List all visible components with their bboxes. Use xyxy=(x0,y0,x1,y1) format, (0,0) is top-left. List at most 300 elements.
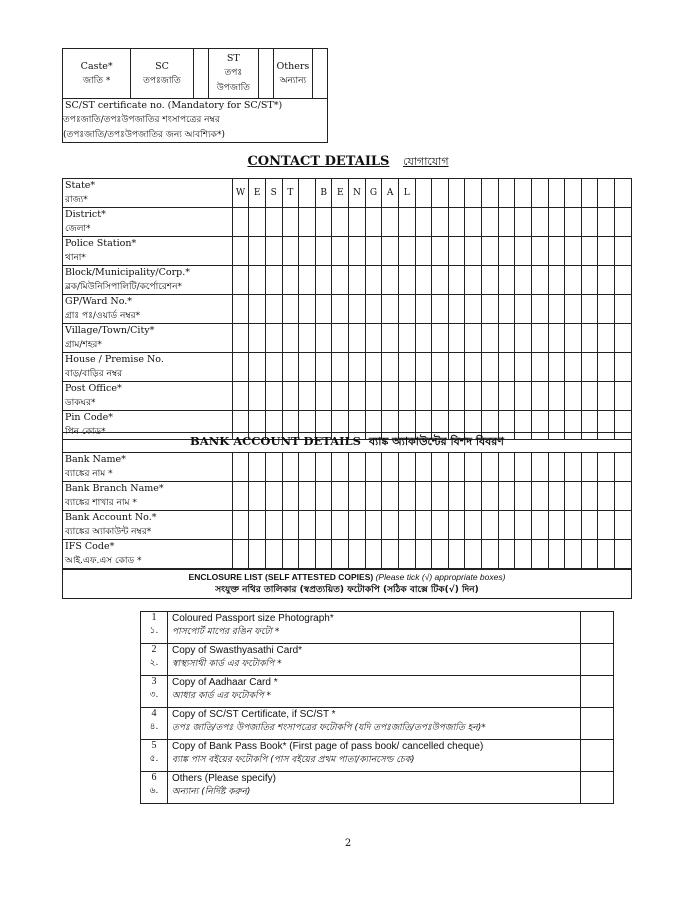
input-box[interactable] xyxy=(565,208,582,237)
input-box[interactable] xyxy=(349,540,366,569)
input-box[interactable] xyxy=(498,295,515,324)
input-box[interactable] xyxy=(598,482,615,511)
input-box[interactable] xyxy=(415,237,432,266)
input-box[interactable] xyxy=(432,208,449,237)
input-box[interactable] xyxy=(349,482,366,511)
input-box[interactable] xyxy=(398,324,415,353)
input-box[interactable] xyxy=(282,295,299,324)
input-box[interactable] xyxy=(299,482,316,511)
input-box[interactable] xyxy=(332,353,349,382)
input-box[interactable] xyxy=(232,353,249,382)
input-box[interactable] xyxy=(365,540,382,569)
input-box[interactable] xyxy=(315,511,332,540)
input-box[interactable] xyxy=(548,540,565,569)
input-box[interactable] xyxy=(232,482,249,511)
input-box[interactable] xyxy=(382,208,399,237)
input-box[interactable] xyxy=(598,540,615,569)
input-box[interactable] xyxy=(315,540,332,569)
input-box[interactable] xyxy=(448,266,465,295)
state-letter-box[interactable]: T xyxy=(282,179,299,208)
input-box[interactable] xyxy=(531,237,548,266)
input-box[interactable] xyxy=(548,353,565,382)
input-box[interactable] xyxy=(398,208,415,237)
input-box[interactable] xyxy=(531,540,548,569)
others-tick-box[interactable] xyxy=(312,49,327,99)
input-box[interactable] xyxy=(581,453,598,482)
input-box[interactable] xyxy=(482,382,499,411)
input-box[interactable] xyxy=(548,511,565,540)
input-box[interactable] xyxy=(332,382,349,411)
input-box[interactable] xyxy=(548,208,565,237)
input-box[interactable] xyxy=(299,540,316,569)
state-letter-box[interactable] xyxy=(581,179,598,208)
input-box[interactable] xyxy=(465,353,482,382)
input-box[interactable] xyxy=(415,540,432,569)
input-box[interactable] xyxy=(482,511,499,540)
input-box[interactable] xyxy=(581,511,598,540)
input-box[interactable] xyxy=(282,208,299,237)
input-box[interactable] xyxy=(398,353,415,382)
state-letter-box[interactable]: W xyxy=(232,179,249,208)
input-box[interactable] xyxy=(498,353,515,382)
input-box[interactable] xyxy=(482,453,499,482)
input-box[interactable] xyxy=(531,453,548,482)
input-box[interactable] xyxy=(548,382,565,411)
input-box[interactable] xyxy=(498,482,515,511)
input-box[interactable] xyxy=(349,382,366,411)
input-box[interactable] xyxy=(415,266,432,295)
state-letter-box[interactable]: N xyxy=(349,179,366,208)
input-box[interactable] xyxy=(232,382,249,411)
input-box[interactable] xyxy=(515,353,532,382)
input-box[interactable] xyxy=(398,295,415,324)
input-box[interactable] xyxy=(315,266,332,295)
input-box[interactable] xyxy=(398,266,415,295)
input-box[interactable] xyxy=(332,324,349,353)
input-box[interactable] xyxy=(349,208,366,237)
input-box[interactable] xyxy=(265,453,282,482)
input-box[interactable] xyxy=(465,208,482,237)
input-box[interactable] xyxy=(382,382,399,411)
input-box[interactable] xyxy=(531,266,548,295)
input-box[interactable] xyxy=(332,453,349,482)
input-box[interactable] xyxy=(515,382,532,411)
input-box[interactable] xyxy=(332,266,349,295)
tick-box[interactable] xyxy=(581,772,614,804)
caste-option-sc[interactable] xyxy=(131,49,193,99)
input-box[interactable] xyxy=(515,208,532,237)
input-box[interactable] xyxy=(465,237,482,266)
state-letter-box[interactable] xyxy=(482,179,499,208)
input-box[interactable] xyxy=(315,482,332,511)
input-box[interactable] xyxy=(349,353,366,382)
tick-box[interactable] xyxy=(581,708,614,740)
input-box[interactable] xyxy=(249,237,266,266)
input-box[interactable] xyxy=(432,453,449,482)
input-box[interactable] xyxy=(448,540,465,569)
input-box[interactable] xyxy=(515,266,532,295)
input-box[interactable] xyxy=(482,482,499,511)
input-box[interactable] xyxy=(349,324,366,353)
input-box[interactable] xyxy=(548,295,565,324)
input-box[interactable] xyxy=(465,453,482,482)
input-box[interactable] xyxy=(415,295,432,324)
input-box[interactable] xyxy=(482,295,499,324)
input-box[interactable] xyxy=(265,266,282,295)
tick-box[interactable] xyxy=(581,612,614,644)
input-box[interactable] xyxy=(315,237,332,266)
input-box[interactable] xyxy=(465,511,482,540)
input-box[interactable] xyxy=(232,324,249,353)
input-box[interactable] xyxy=(299,208,316,237)
input-box[interactable] xyxy=(515,237,532,266)
input-box[interactable] xyxy=(482,324,499,353)
input-box[interactable] xyxy=(448,324,465,353)
caste-option-others[interactable] xyxy=(274,49,313,99)
input-box[interactable] xyxy=(548,453,565,482)
state-letter-box[interactable] xyxy=(465,179,482,208)
input-box[interactable] xyxy=(515,453,532,482)
input-box[interactable] xyxy=(299,295,316,324)
state-letter-box[interactable]: E xyxy=(332,179,349,208)
input-box[interactable] xyxy=(482,540,499,569)
input-box[interactable] xyxy=(365,266,382,295)
state-letter-box[interactable]: L xyxy=(398,179,415,208)
input-box[interactable] xyxy=(382,482,399,511)
caste-option-st[interactable] xyxy=(208,49,258,99)
input-box[interactable] xyxy=(531,208,548,237)
input-box[interactable] xyxy=(365,482,382,511)
state-letter-box[interactable] xyxy=(432,179,449,208)
input-box[interactable] xyxy=(598,266,615,295)
input-box[interactable] xyxy=(232,295,249,324)
input-box[interactable] xyxy=(299,453,316,482)
input-box[interactable] xyxy=(365,353,382,382)
input-box[interactable] xyxy=(365,237,382,266)
input-box[interactable] xyxy=(598,324,615,353)
input-box[interactable] xyxy=(232,540,249,569)
input-box[interactable] xyxy=(299,237,316,266)
input-box[interactable] xyxy=(465,266,482,295)
input-box[interactable] xyxy=(448,353,465,382)
certificate-cell[interactable] xyxy=(63,99,328,143)
input-box[interactable] xyxy=(249,295,266,324)
input-box[interactable] xyxy=(382,540,399,569)
input-box[interactable] xyxy=(265,324,282,353)
input-box[interactable] xyxy=(332,540,349,569)
input-box[interactable] xyxy=(432,295,449,324)
input-box[interactable] xyxy=(299,324,316,353)
state-letter-box[interactable] xyxy=(415,179,432,208)
sc-tick-box[interactable] xyxy=(193,49,208,99)
input-box[interactable] xyxy=(498,453,515,482)
input-box[interactable] xyxy=(282,382,299,411)
input-box[interactable] xyxy=(581,540,598,569)
input-box[interactable] xyxy=(249,208,266,237)
input-box[interactable] xyxy=(565,295,582,324)
input-box[interactable] xyxy=(565,382,582,411)
input-box[interactable] xyxy=(232,237,249,266)
input-box[interactable] xyxy=(498,266,515,295)
input-box[interactable] xyxy=(565,237,582,266)
input-box[interactable] xyxy=(265,511,282,540)
input-box[interactable] xyxy=(232,266,249,295)
input-box[interactable] xyxy=(249,324,266,353)
input-box[interactable] xyxy=(581,353,598,382)
input-box[interactable] xyxy=(432,540,449,569)
input-box[interactable] xyxy=(332,482,349,511)
input-box[interactable] xyxy=(365,295,382,324)
input-box[interactable] xyxy=(299,266,316,295)
input-box[interactable] xyxy=(382,295,399,324)
input-box[interactable] xyxy=(498,382,515,411)
tick-box[interactable] xyxy=(581,740,614,772)
input-box[interactable] xyxy=(581,208,598,237)
state-letter-box[interactable] xyxy=(598,179,615,208)
input-box[interactable] xyxy=(249,511,266,540)
tick-box[interactable] xyxy=(581,676,614,708)
input-box[interactable] xyxy=(232,511,249,540)
input-box[interactable] xyxy=(315,295,332,324)
input-box[interactable] xyxy=(382,453,399,482)
input-box[interactable] xyxy=(615,353,632,382)
input-box[interactable] xyxy=(398,482,415,511)
state-letter-box[interactable]: S xyxy=(265,179,282,208)
input-box[interactable] xyxy=(482,266,499,295)
input-box[interactable] xyxy=(315,324,332,353)
input-box[interactable] xyxy=(398,382,415,411)
state-letter-box[interactable]: G xyxy=(365,179,382,208)
input-box[interactable] xyxy=(581,295,598,324)
input-box[interactable] xyxy=(432,382,449,411)
input-box[interactable] xyxy=(448,208,465,237)
input-box[interactable] xyxy=(615,511,632,540)
input-box[interactable] xyxy=(565,266,582,295)
input-box[interactable] xyxy=(498,324,515,353)
input-box[interactable] xyxy=(232,453,249,482)
input-box[interactable] xyxy=(282,540,299,569)
input-box[interactable] xyxy=(581,266,598,295)
input-box[interactable] xyxy=(448,482,465,511)
state-letter-box[interactable]: E xyxy=(249,179,266,208)
input-box[interactable] xyxy=(615,540,632,569)
input-box[interactable] xyxy=(432,511,449,540)
input-box[interactable] xyxy=(282,237,299,266)
input-box[interactable] xyxy=(581,324,598,353)
input-box[interactable] xyxy=(498,208,515,237)
input-box[interactable] xyxy=(349,237,366,266)
input-box[interactable] xyxy=(415,482,432,511)
input-box[interactable] xyxy=(531,324,548,353)
input-box[interactable] xyxy=(232,208,249,237)
state-letter-box[interactable] xyxy=(299,179,316,208)
input-box[interactable] xyxy=(598,237,615,266)
input-box[interactable] xyxy=(299,353,316,382)
input-box[interactable] xyxy=(615,208,632,237)
input-box[interactable] xyxy=(315,453,332,482)
input-box[interactable] xyxy=(332,237,349,266)
input-box[interactable] xyxy=(482,353,499,382)
input-box[interactable] xyxy=(365,324,382,353)
input-box[interactable] xyxy=(548,324,565,353)
input-box[interactable] xyxy=(382,237,399,266)
state-letter-box[interactable] xyxy=(548,179,565,208)
input-box[interactable] xyxy=(349,266,366,295)
input-box[interactable] xyxy=(598,295,615,324)
input-box[interactable] xyxy=(548,482,565,511)
input-box[interactable] xyxy=(565,353,582,382)
input-box[interactable] xyxy=(598,353,615,382)
input-box[interactable] xyxy=(349,453,366,482)
state-letter-box[interactable] xyxy=(531,179,548,208)
input-box[interactable] xyxy=(282,353,299,382)
input-box[interactable] xyxy=(365,453,382,482)
input-box[interactable] xyxy=(282,482,299,511)
input-box[interactable] xyxy=(282,266,299,295)
state-letter-box[interactable] xyxy=(448,179,465,208)
input-box[interactable] xyxy=(598,208,615,237)
input-box[interactable] xyxy=(432,266,449,295)
input-box[interactable] xyxy=(282,324,299,353)
input-box[interactable] xyxy=(565,324,582,353)
input-box[interactable] xyxy=(398,237,415,266)
tick-box[interactable] xyxy=(581,644,614,676)
input-box[interactable] xyxy=(249,482,266,511)
input-box[interactable] xyxy=(382,353,399,382)
input-box[interactable] xyxy=(415,511,432,540)
input-box[interactable] xyxy=(365,382,382,411)
input-box[interactable] xyxy=(482,208,499,237)
input-box[interactable] xyxy=(332,208,349,237)
input-box[interactable] xyxy=(598,453,615,482)
input-box[interactable] xyxy=(415,324,432,353)
input-box[interactable] xyxy=(398,511,415,540)
input-box[interactable] xyxy=(615,382,632,411)
input-box[interactable] xyxy=(249,382,266,411)
input-box[interactable] xyxy=(515,295,532,324)
input-box[interactable] xyxy=(315,382,332,411)
input-box[interactable] xyxy=(282,453,299,482)
input-box[interactable] xyxy=(249,353,266,382)
input-box[interactable] xyxy=(482,237,499,266)
input-box[interactable] xyxy=(498,237,515,266)
input-box[interactable] xyxy=(349,295,366,324)
input-box[interactable] xyxy=(548,237,565,266)
input-box[interactable] xyxy=(315,353,332,382)
input-box[interactable] xyxy=(515,324,532,353)
input-box[interactable] xyxy=(332,295,349,324)
input-box[interactable] xyxy=(265,237,282,266)
input-box[interactable] xyxy=(415,353,432,382)
input-box[interactable] xyxy=(365,511,382,540)
input-box[interactable] xyxy=(531,353,548,382)
input-box[interactable] xyxy=(615,453,632,482)
state-letter-box[interactable]: B xyxy=(315,179,332,208)
input-box[interactable] xyxy=(365,208,382,237)
input-box[interactable] xyxy=(398,453,415,482)
input-box[interactable] xyxy=(432,353,449,382)
state-letter-box[interactable] xyxy=(615,179,632,208)
input-box[interactable] xyxy=(282,511,299,540)
input-box[interactable] xyxy=(598,511,615,540)
input-box[interactable] xyxy=(265,353,282,382)
state-letter-box[interactable] xyxy=(515,179,532,208)
input-box[interactable] xyxy=(615,266,632,295)
input-box[interactable] xyxy=(465,382,482,411)
input-box[interactable] xyxy=(565,540,582,569)
input-box[interactable] xyxy=(531,482,548,511)
input-box[interactable] xyxy=(615,482,632,511)
input-box[interactable] xyxy=(465,324,482,353)
st-tick-box[interactable] xyxy=(258,49,273,99)
input-box[interactable] xyxy=(332,511,349,540)
input-box[interactable] xyxy=(432,482,449,511)
input-box[interactable] xyxy=(465,482,482,511)
input-box[interactable] xyxy=(299,382,316,411)
input-box[interactable] xyxy=(265,208,282,237)
input-box[interactable] xyxy=(565,453,582,482)
input-box[interactable] xyxy=(615,324,632,353)
input-box[interactable] xyxy=(515,482,532,511)
input-box[interactable] xyxy=(448,453,465,482)
input-box[interactable] xyxy=(515,540,532,569)
input-box[interactable] xyxy=(299,511,316,540)
input-box[interactable] xyxy=(249,266,266,295)
input-box[interactable] xyxy=(531,511,548,540)
input-box[interactable] xyxy=(432,237,449,266)
input-box[interactable] xyxy=(581,482,598,511)
input-box[interactable] xyxy=(382,511,399,540)
input-box[interactable] xyxy=(615,237,632,266)
input-box[interactable] xyxy=(249,453,266,482)
input-box[interactable] xyxy=(382,324,399,353)
input-box[interactable] xyxy=(581,237,598,266)
input-box[interactable] xyxy=(415,453,432,482)
input-box[interactable] xyxy=(581,382,598,411)
input-box[interactable] xyxy=(265,382,282,411)
input-box[interactable] xyxy=(498,511,515,540)
input-box[interactable] xyxy=(315,208,332,237)
input-box[interactable] xyxy=(249,540,266,569)
input-box[interactable] xyxy=(265,540,282,569)
input-box[interactable] xyxy=(531,382,548,411)
input-box[interactable] xyxy=(598,382,615,411)
input-box[interactable] xyxy=(565,511,582,540)
input-box[interactable] xyxy=(448,382,465,411)
input-box[interactable] xyxy=(448,237,465,266)
input-box[interactable] xyxy=(448,511,465,540)
input-box[interactable] xyxy=(465,295,482,324)
input-box[interactable] xyxy=(265,482,282,511)
input-box[interactable] xyxy=(415,208,432,237)
input-box[interactable] xyxy=(498,540,515,569)
state-letter-box[interactable] xyxy=(565,179,582,208)
input-box[interactable] xyxy=(548,266,565,295)
input-box[interactable] xyxy=(531,295,548,324)
input-box[interactable] xyxy=(382,266,399,295)
input-box[interactable] xyxy=(415,382,432,411)
input-box[interactable] xyxy=(615,295,632,324)
input-box[interactable] xyxy=(465,540,482,569)
input-box[interactable] xyxy=(448,295,465,324)
state-letter-box[interactable]: A xyxy=(382,179,399,208)
input-box[interactable] xyxy=(398,540,415,569)
input-box[interactable] xyxy=(349,511,366,540)
input-box[interactable] xyxy=(265,295,282,324)
input-box[interactable] xyxy=(432,324,449,353)
input-box[interactable] xyxy=(515,511,532,540)
input-box[interactable] xyxy=(565,482,582,511)
